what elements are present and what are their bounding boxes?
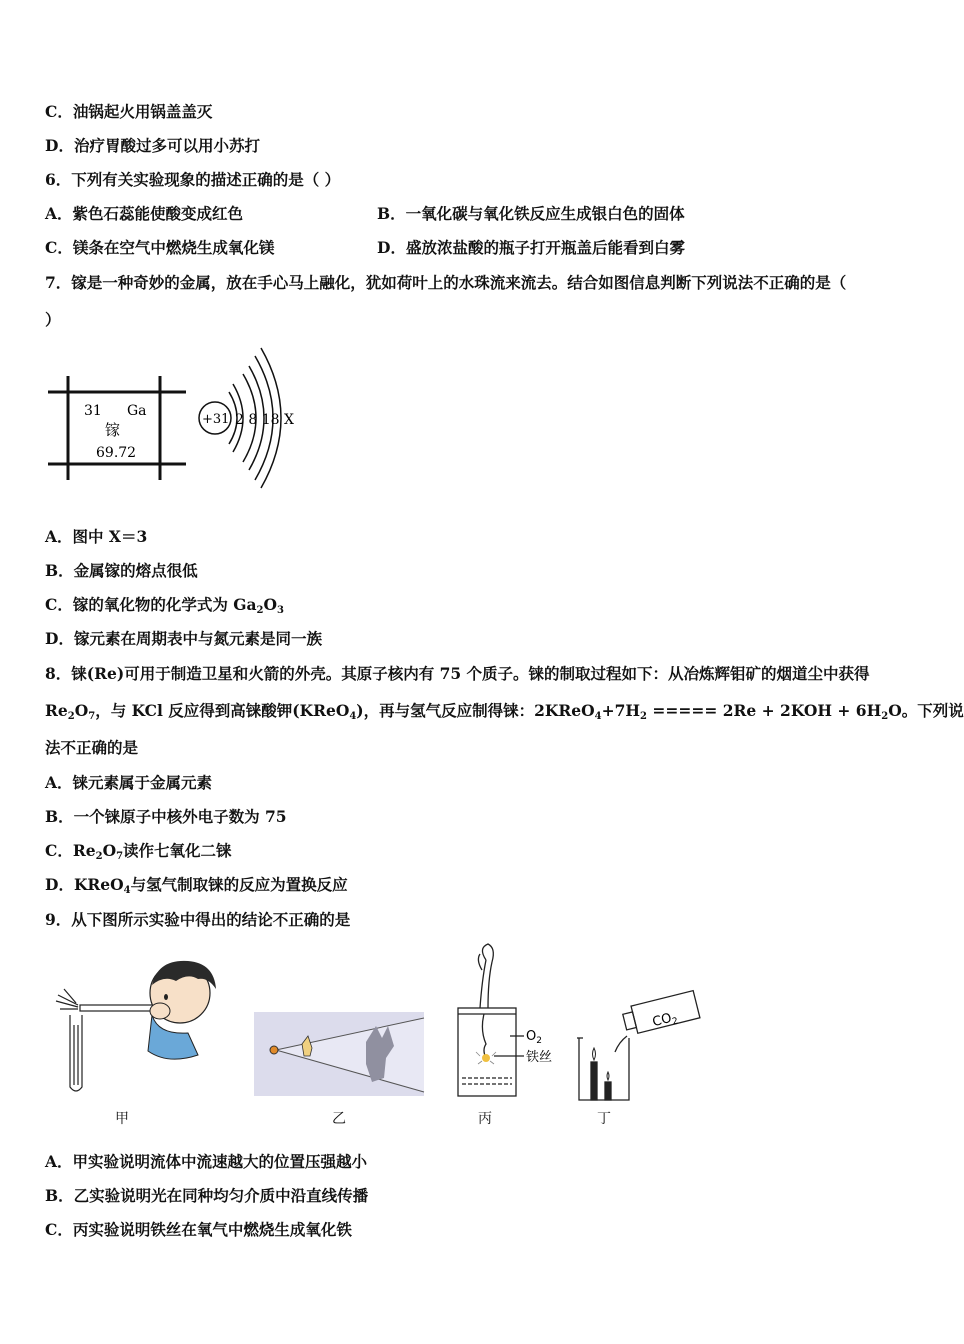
q6-option-a: A．紫色石蕊能使酸变成红色 bbox=[45, 204, 244, 223]
figure-ding-co2-candles bbox=[575, 990, 705, 1102]
figure-jia-blowing-tube bbox=[48, 955, 223, 1095]
q6-option-d: D．盛放浓盐酸的瓶子打开瓶盖后能看到白雾 bbox=[377, 238, 685, 257]
q9-stem: 9．从下图所示实验中得出的结论不正确的是 bbox=[45, 910, 351, 929]
gallium-element-cell bbox=[48, 376, 188, 482]
q7-option-a: A．图中 X＝3 bbox=[45, 527, 148, 546]
q8-stem-line2: $Re_2O_7$，与 KCl 反应得到高铼酸钾(KReO$_4$)，再与氢气反应制得铼：$2KReO_4+7H_2$ ===== $2Re + 2KOH + 6H_2O$。下列说 bbox=[45, 701, 964, 722]
figure-bing-iron-wire-oxygen bbox=[452, 940, 567, 1100]
element-name: 镓 bbox=[105, 421, 121, 439]
figure-label-jia: 甲 bbox=[115, 1111, 129, 1127]
figure-label-ding: 丁 bbox=[597, 1111, 611, 1127]
q8-option-c: C．$Re_2O_7$读作七氧化二铼 bbox=[45, 841, 232, 862]
q7-option-d: D．镓元素在周期表中与氮元素是同一族 bbox=[45, 629, 322, 648]
q7-option-b: B．金属镓的熔点很低 bbox=[45, 561, 198, 580]
gallium-atom-structure bbox=[193, 344, 303, 494]
q6-stem: 6．下列有关实验现象的描述正确的是（ ） bbox=[45, 170, 341, 189]
q8-option-d: D．KReO$_4$与氢气制取铼的反应为置换反应 bbox=[45, 875, 348, 896]
electron-shells-label: 2 8 18 X bbox=[235, 412, 294, 428]
nucleus-charge: +31 bbox=[202, 412, 230, 427]
figure-yi-light-shadow bbox=[254, 1012, 424, 1096]
q9-option-a: A．甲实验说明流体中流速越大的位置压强越小 bbox=[45, 1152, 368, 1171]
figure-label-yi: 乙 bbox=[332, 1111, 346, 1127]
q7-stem-line1: 7．镓是一种奇妙的金属，放在手心马上融化，犹如荷叶上的水珠流来流去。结合如图信息判断下列说法不正确的是（ bbox=[45, 273, 847, 292]
q9-option-c: C．丙实验说明铁丝在氧气中燃烧生成氧化铁 bbox=[45, 1220, 352, 1239]
q6-option-b: B．一氧化碳与氧化铁反应生成银白色的固体 bbox=[377, 204, 685, 223]
q7-stem-line2: ） bbox=[45, 310, 61, 329]
q8-option-b: B．一个铼原子中核外电子数为 75 bbox=[45, 807, 287, 826]
label-iron-wire: 铁丝 bbox=[526, 1050, 553, 1065]
q5-option-c: C．油锅起火用锅盖盖灭 bbox=[45, 102, 213, 121]
label-co2: $CO_2$ bbox=[650, 1010, 680, 1031]
q6-option-c: C．镁条在空气中燃烧生成氧化镁 bbox=[45, 238, 275, 257]
q5-option-d: D．治疗胃酸过多可以用小苏打 bbox=[45, 136, 260, 155]
element-number: 31 bbox=[84, 403, 102, 419]
q9-option-b: B．乙实验说明光在同种均匀介质中沿直线传播 bbox=[45, 1186, 369, 1205]
figure-label-bing: 丙 bbox=[478, 1111, 492, 1127]
label-o2: $O_2$ bbox=[526, 1029, 542, 1046]
element-mass: 69.72 bbox=[96, 445, 137, 461]
q7-option-c: C．镓的氧化物的化学式为 $Ga_2O_3$ bbox=[45, 595, 284, 616]
element-symbol: Ga bbox=[127, 403, 147, 419]
q8-stem-line1: 8．铼(Re)可用于制造卫星和火箭的外壳。其原子核内有 75 个质子。铼的制取过程如下：从冶炼辉钼矿的烟道尘中获得 bbox=[45, 664, 870, 683]
q8-stem-line3: 法不正确的是 bbox=[45, 738, 139, 757]
q8-option-a: A．铼元素属于金属元素 bbox=[45, 773, 213, 792]
